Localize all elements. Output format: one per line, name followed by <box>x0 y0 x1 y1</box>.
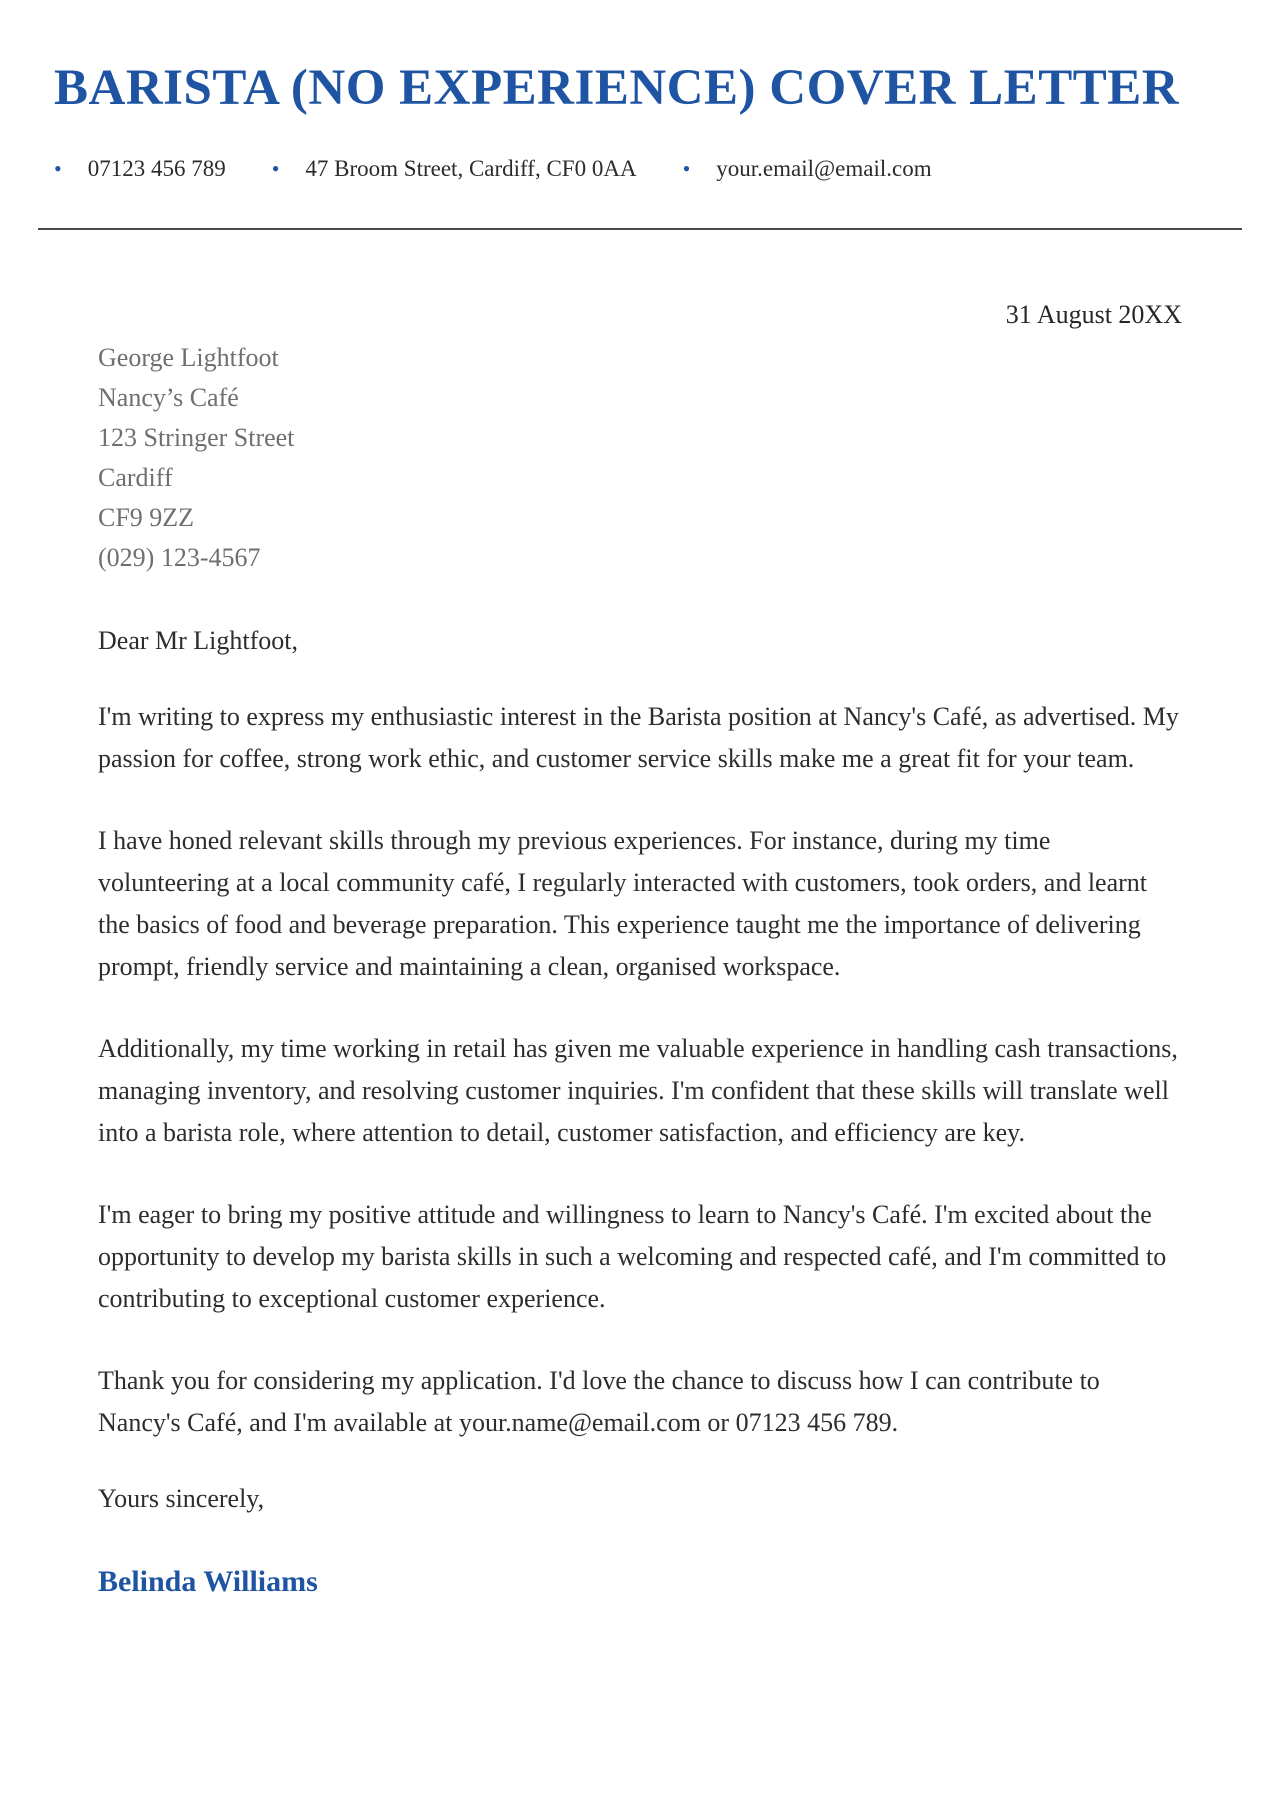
contact-phone: 07123 456 789 <box>87 156 226 181</box>
letter-paragraph-2: I have honed relevant skills through my previous experiences. For instance, during my time volunteering at a local community café, I regularly interacted with customers, took orders, and learnt the basics of food and beverage preparation. This experience taught me the importance of delivering prompt, friendly service and maintaining a clean, organised workspace. <box>98 826 1148 981</box>
salutation: Dear Mr Lightfoot, <box>98 626 299 655</box>
recipient-city: Cardiff <box>98 463 173 492</box>
recipient-company: Nancy’s Café <box>98 383 239 412</box>
letter-paragraph-4: I'm eager to bring my positive attitude and willingness to learn to Nancy's Café. I'm excited about the opportunity to develop my barista skills in such a welcoming and respected café, and I'm committed to contributing to exceptional customer experience. <box>98 1200 1167 1313</box>
contact-row <box>54 154 1242 184</box>
page-title: BARISTA (NO EXPERIENCE) COVER LETTER <box>54 60 1180 116</box>
recipient-phone: (029) 123-4567 <box>98 543 261 572</box>
contact-email: your.email@email.com <box>716 156 932 181</box>
contact-item-phone <box>54 154 226 184</box>
header-divider <box>38 228 1242 230</box>
letter-paragraph-5: Thank you for considering my application. I'd love the chance to discuss how I can contribute to Nancy's Café, and I'm available at your.name@email.com or 07123 456 789. <box>98 1366 1100 1437</box>
letter-body <box>38 300 1242 1600</box>
letter-header <box>38 56 1242 230</box>
letter-paragraph-1: I'm writing to express my enthusiastic interest in the Barista position at Nancy's Café, as advertised. My passion for coffee, strong work ethic, and customer service skills make me a great fit for your team. <box>98 702 1179 773</box>
letter-paragraph-3: Additionally, my time working in retail has given me valuable experience in handling cash transactions, managing inventory, and resolving customer inquiries. I'm confident that these skills will translate well into a barista role, where attention to detail, customer satisfaction, and efficiency are key. <box>98 1034 1178 1147</box>
bullet-icon: • <box>682 156 691 181</box>
recipient-name: George Lightfoot <box>98 343 279 372</box>
recipient-block <box>98 338 1182 578</box>
recipient-postcode: CF9 9ZZ <box>98 503 195 532</box>
signature-name: Belinda Williams <box>98 1565 318 1598</box>
contact-item-address <box>272 154 637 184</box>
bullet-icon: • <box>271 156 280 181</box>
closing-line: Yours sincerely, <box>98 1484 265 1513</box>
letter-date: 31 August 20XX <box>1005 300 1182 329</box>
recipient-street: 123 Stringer Street <box>98 423 295 452</box>
contact-address: 47 Broom Street, Cardiff, CF0 0AA <box>305 156 637 181</box>
bullet-icon: • <box>54 156 62 181</box>
contact-item-email <box>683 154 932 184</box>
